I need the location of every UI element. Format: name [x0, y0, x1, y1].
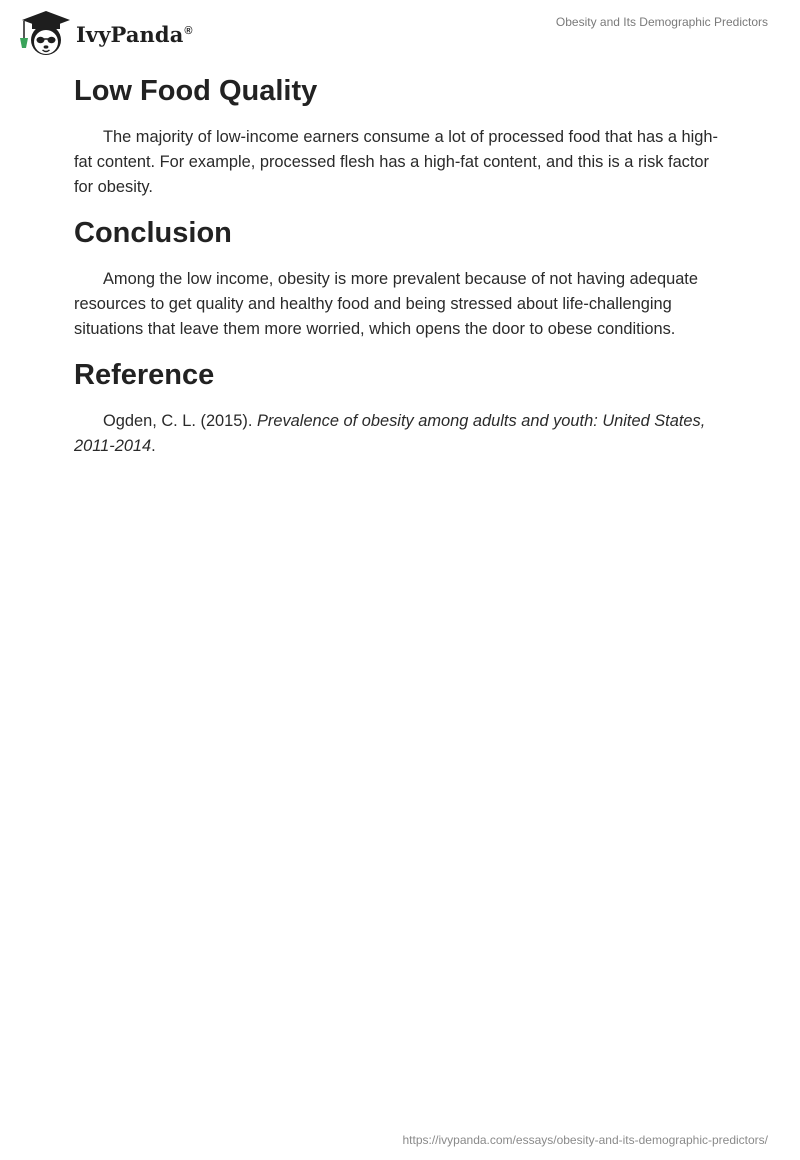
section-paragraph: Among the low income, obesity is more prevalent because of not having adequate resources to get quality and healthy food and being stressed about life-challenging situations that leave them more worried, which opens the door to obese conditions. [74, 270, 698, 338]
section-heading: Low Food Quality [74, 75, 318, 107]
section-low-food-quality [74, 73, 726, 200]
running-title: Obesity and Its Demographic Predictors [555, 15, 768, 29]
section-paragraph: The majority of low-income earners consume a lot of processed food that has a high-fat content. For example, processed flesh has a high-fat content, and this is a risk factor for obesity. [74, 128, 718, 196]
section-reference [74, 357, 726, 459]
logo-wordmark: IvyPanda® [76, 21, 193, 47]
source-url[interactable]: https://ivypanda.com/essays/obesity-and-its-demographic-predictors/ [402, 1133, 768, 1147]
reference-entry [74, 409, 726, 459]
section-heading: Conclusion [74, 217, 232, 249]
ivypanda-logo[interactable] [14, 8, 193, 58]
panda-graduation-cap-icon [14, 8, 72, 58]
section-conclusion [74, 215, 726, 342]
section-heading: Reference [74, 359, 215, 391]
page-header [0, 0, 800, 70]
document-body [74, 73, 726, 474]
reference-title: Prevalence of obesity among adults and youth: United States, 2011-2014 [74, 412, 706, 455]
reference-author: Ogden, C. L. (2015). [103, 412, 257, 430]
reference-end: . [151, 437, 156, 455]
